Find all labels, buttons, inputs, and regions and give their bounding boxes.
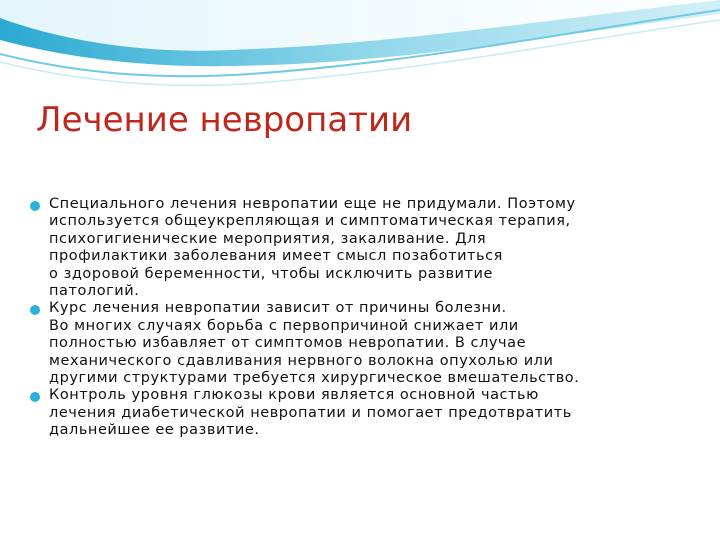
bullet-dot-icon bbox=[30, 201, 40, 211]
bullet-item bbox=[30, 196, 690, 300]
bullet-text: Контроль уровня глюкозы крови является основной частью лечения диабетической невропатии и помогает предотвратить дальнейшее ее развитие. bbox=[49, 387, 572, 439]
bullet-list bbox=[30, 196, 690, 440]
bullet-dot-icon bbox=[30, 392, 40, 402]
slide-title: Лечение невропатии bbox=[36, 100, 413, 140]
bullet-item bbox=[30, 387, 690, 439]
header-wave-decoration bbox=[0, 0, 720, 90]
bullet-text: Курс лечения невропатии зависит от причины болезни. Во многих случаях борьба с первопричиной снижает или полностью избавляет от симптомов невропатии. В случае механического сдавливания нервного волокна опухолью или другими структурами требуется хирургическое вмешательство. bbox=[49, 300, 580, 387]
bullet-dot-icon bbox=[30, 305, 40, 315]
bullet-text: Специального лечения невропатии еще не придумали. Поэтому используется общеукрепляющая и симптоматическая терапия, психогигиенические мероприятия, закаливание. Для профилактики заболевания имеет смысл позаботиться о здоровой беременности, чтобы исключить развитие патологий. bbox=[49, 196, 576, 300]
bullet-item bbox=[30, 300, 690, 387]
